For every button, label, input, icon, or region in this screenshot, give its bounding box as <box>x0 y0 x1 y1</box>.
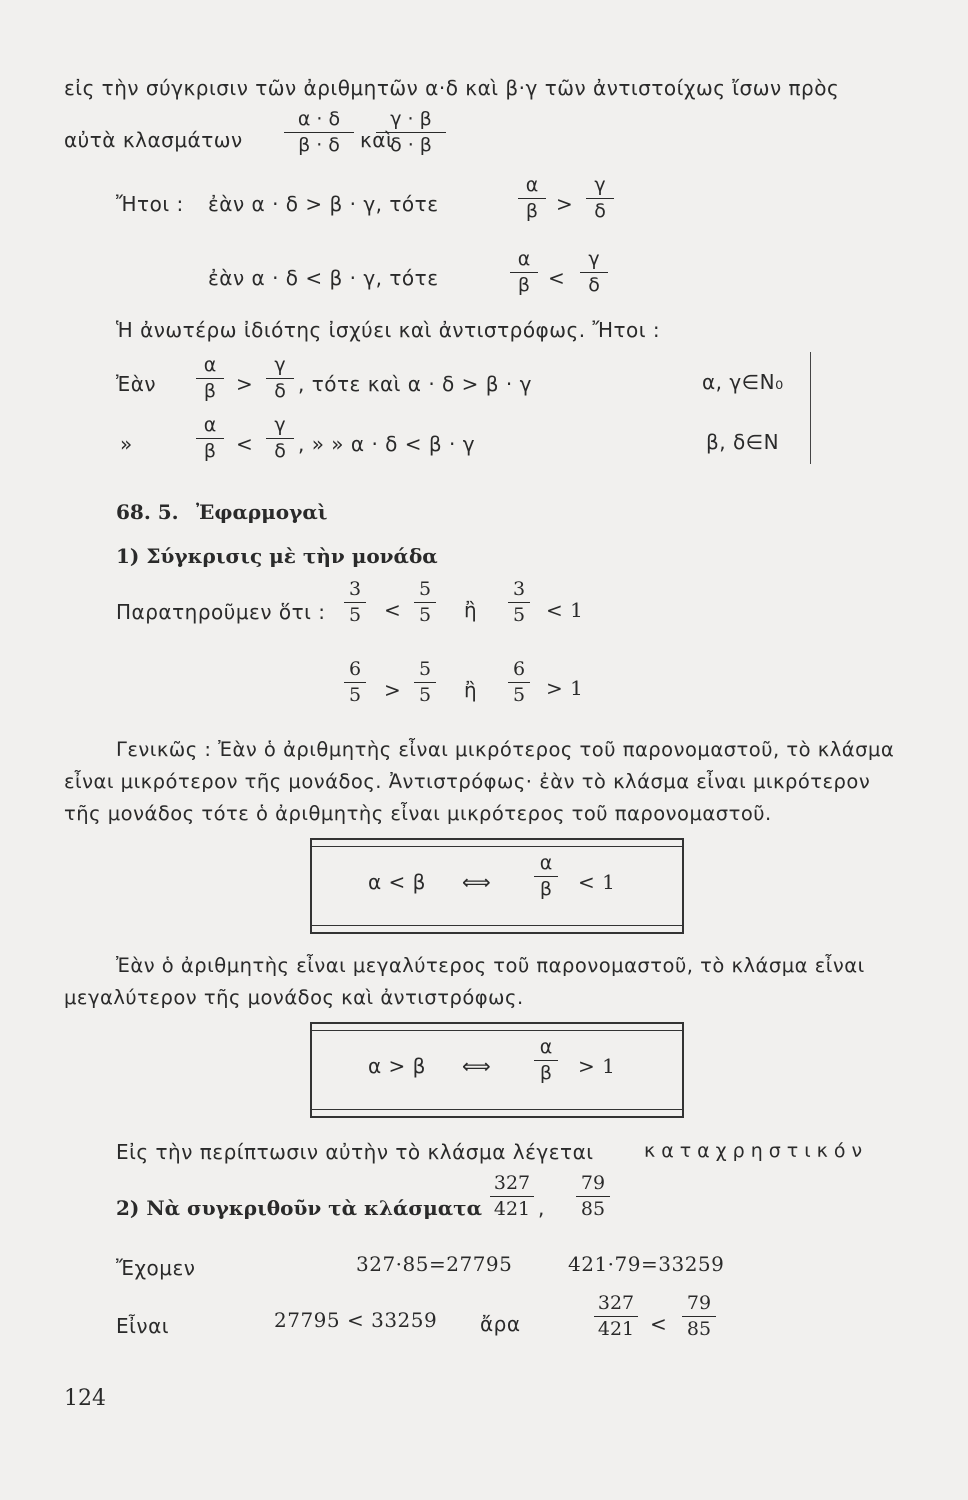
fraction-79-85 <box>682 1294 716 1339</box>
relation: < <box>384 598 402 622</box>
fraction-denominator: δ <box>588 274 600 296</box>
fraction-3-5 <box>344 580 366 625</box>
fraction-denominator: β <box>525 200 539 222</box>
converse-then-2: , » » α · δ < β · γ <box>298 432 476 456</box>
fraction-numerator: γ <box>274 354 286 376</box>
fraction-denominator: 421 <box>597 1318 635 1340</box>
improper-text: Εἰς τὴν περίπτωσιν αὐτὴν τὸ κλάσμα λέγεται <box>116 1140 594 1164</box>
rule-box-less <box>310 838 684 934</box>
or-word: ἢ <box>464 678 478 702</box>
fraction-numerator: 3 <box>512 578 526 600</box>
fraction-6-5 <box>344 660 366 705</box>
fraction-g-d <box>266 416 294 461</box>
ara-word: ἄρα <box>480 1312 521 1336</box>
fraction-ad-bd <box>284 110 354 155</box>
fraction-denominator: δ <box>274 440 286 462</box>
improper-term: καταχρηστικόν <box>644 1140 869 1162</box>
iff-arrow: ⟺ <box>462 870 492 894</box>
iff-arrow: ⟺ <box>462 1054 492 1078</box>
exomen-word: Ἔχομεν <box>116 1256 196 1280</box>
ditto-mark: » <box>120 432 133 456</box>
observe-label: Παρατηροῦμεν ὅτι : <box>116 600 326 624</box>
fraction-a-b <box>196 356 224 401</box>
einai-word: Εἶναι <box>116 1314 170 1338</box>
relation-one: < 1 <box>546 598 584 622</box>
fraction-numerator: 327 <box>597 1292 635 1314</box>
fraction-g-d <box>586 176 614 221</box>
fraction-denominator: 5 <box>512 684 526 706</box>
relation-gt: > <box>556 192 574 216</box>
fraction-numerator: 79 <box>686 1292 712 1314</box>
fraction-a-b <box>196 416 224 461</box>
fraction-denominator: 5 <box>348 604 362 626</box>
comparison: 27795 < 33259 <box>274 1308 438 1332</box>
fraction-denominator: 85 <box>686 1318 712 1340</box>
intro-line-1: εἰς τὴν σύγκρισιν τῶν ἀριθμητῶν α·δ καὶ β·γ τῶν ἀντιστοίχως ἴσων πρὸς <box>64 76 840 100</box>
fraction-g-d <box>580 250 608 295</box>
htoi-line-2: ἐὰν α · δ < β · γ, τότε <box>208 266 439 290</box>
relation-one: > 1 <box>546 676 584 700</box>
fraction-numerator: γ <box>588 248 600 270</box>
box-left: α > β <box>368 1054 426 1078</box>
condition-1: α, γ∈N₀ <box>702 370 784 394</box>
fraction-denominator: β <box>203 440 217 462</box>
fraction-numerator: 6 <box>512 658 526 680</box>
fraction-numerator: 3 <box>348 578 362 600</box>
fraction-numerator: 5 <box>418 658 432 680</box>
fraction-denominator: β <box>517 274 531 296</box>
section-title: Ἐφαρμογαὶ <box>196 500 328 524</box>
general-line-3: τῆς μονάδος τότε ὁ ἀριθμητὴς εἶναι μικρότερος τοῦ παρονομαστοῦ. <box>64 802 772 825</box>
fraction-numerator: γ · β <box>390 108 432 130</box>
fraction-numerator: α <box>203 414 217 436</box>
or-word: ἢ <box>464 598 478 622</box>
fraction-numerator: 6 <box>348 658 362 680</box>
calc-2: 421·79=33259 <box>568 1252 725 1276</box>
fraction-numerator: γ <box>594 174 606 196</box>
fraction-6-5 <box>508 660 530 705</box>
kai-word: καὶ <box>360 128 394 152</box>
fraction-5-5 <box>414 580 436 625</box>
box-right: < 1 <box>578 870 616 894</box>
fraction-numerator: α <box>525 174 539 196</box>
fraction-numerator: 79 <box>580 1172 606 1194</box>
fraction-327-421 <box>594 1294 638 1339</box>
fraction-numerator: γ <box>274 414 286 436</box>
relation-gt: > <box>236 372 254 396</box>
fraction-denominator: δ · β <box>390 134 432 156</box>
fraction-numerator: α <box>539 852 553 874</box>
fraction-5-5 <box>414 660 436 705</box>
fraction-numerator: α <box>539 1036 553 1058</box>
fraction-3-5 <box>508 580 530 625</box>
converse-text: Ἡ ἀνωτέρω ἰδιότης ἰσχύει καὶ ἀντιστρόφως. Ἤτοι : <box>116 318 661 342</box>
fraction-numerator: 5 <box>418 578 432 600</box>
relation-lt: < <box>548 266 566 290</box>
htoi-line-1: ἐὰν α · δ > β · γ, τότε <box>208 192 439 216</box>
fraction-79-85 <box>576 1174 610 1219</box>
converse-then-1: , τότε καὶ α · δ > β · γ <box>298 372 532 396</box>
relation: > <box>384 678 402 702</box>
relation-lt: < <box>650 1312 668 1336</box>
fraction-numerator: α <box>203 354 217 376</box>
section-number: 68. 5. <box>116 500 179 524</box>
brace <box>804 352 811 464</box>
fraction-denominator: δ <box>274 380 286 402</box>
greater-line-1: Ἐὰν ὁ ἀριθμητὴς εἶναι μεγαλύτερος τοῦ παρονομαστοῦ, τὸ κλάσμα εἶναι <box>116 954 865 977</box>
general-line-1: Γενικῶς : Ἐὰν ὁ ἀριθμητὴς εἶναι μικρότερος τοῦ παρονομαστοῦ, τὸ κλάσμα <box>116 738 895 761</box>
fraction-denominator: β <box>203 380 217 402</box>
fraction-numerator: α <box>517 248 531 270</box>
fraction-denominator: β · δ <box>298 134 340 156</box>
page-number: 124 <box>64 1386 106 1411</box>
comma: , <box>538 1196 545 1220</box>
fraction-denominator: 85 <box>580 1198 606 1220</box>
fraction-denominator: δ <box>594 200 606 222</box>
subsection-title: 1) Σύγκρισις μὲ τὴν μονάδα <box>116 544 438 568</box>
fraction-a-b <box>518 176 546 221</box>
rule-box-greater <box>310 1022 684 1118</box>
ean-word: Ἐὰν <box>116 372 157 396</box>
fraction-a-b <box>534 854 558 899</box>
fraction-denominator: 5 <box>348 684 362 706</box>
example-2-title: 2) Νὰ συγκριθοῦν τὰ κλάσματα <box>116 1196 483 1220</box>
fraction-denominator: β <box>539 1062 553 1084</box>
htoi-label: Ἤτοι : <box>116 192 184 216</box>
fraction-a-b <box>534 1038 558 1083</box>
calc-1: 327·85=27795 <box>356 1252 513 1276</box>
fraction-denominator: 5 <box>418 684 432 706</box>
fraction-denominator: 5 <box>512 604 526 626</box>
fraction-denominator: 421 <box>493 1198 531 1220</box>
fraction-a-b <box>510 250 538 295</box>
general-line-2: εἶναι μικρότερον τῆς μονάδος. Ἀντιστρόφως· ἐὰν τὸ κλάσμα εἶναι μικρότερον <box>64 770 871 793</box>
condition-2: β, δ∈N <box>706 430 780 454</box>
relation-lt: < <box>236 432 254 456</box>
fraction-gb-db <box>376 110 446 155</box>
fraction-numerator: α · δ <box>297 108 341 130</box>
fraction-denominator: β <box>539 878 553 900</box>
fraction-g-d <box>266 356 294 401</box>
fraction-denominator: 5 <box>418 604 432 626</box>
fraction-numerator: 327 <box>493 1172 531 1194</box>
box-right: > 1 <box>578 1054 616 1078</box>
fraction-327-421 <box>490 1174 534 1219</box>
intro-line-2-prefix: αὐτὰ κλασμάτων <box>64 128 243 152</box>
box-left: α < β <box>368 870 426 894</box>
greater-line-2: μεγαλύτερον τῆς μονάδος καὶ ἀντιστρόφως. <box>64 986 524 1009</box>
